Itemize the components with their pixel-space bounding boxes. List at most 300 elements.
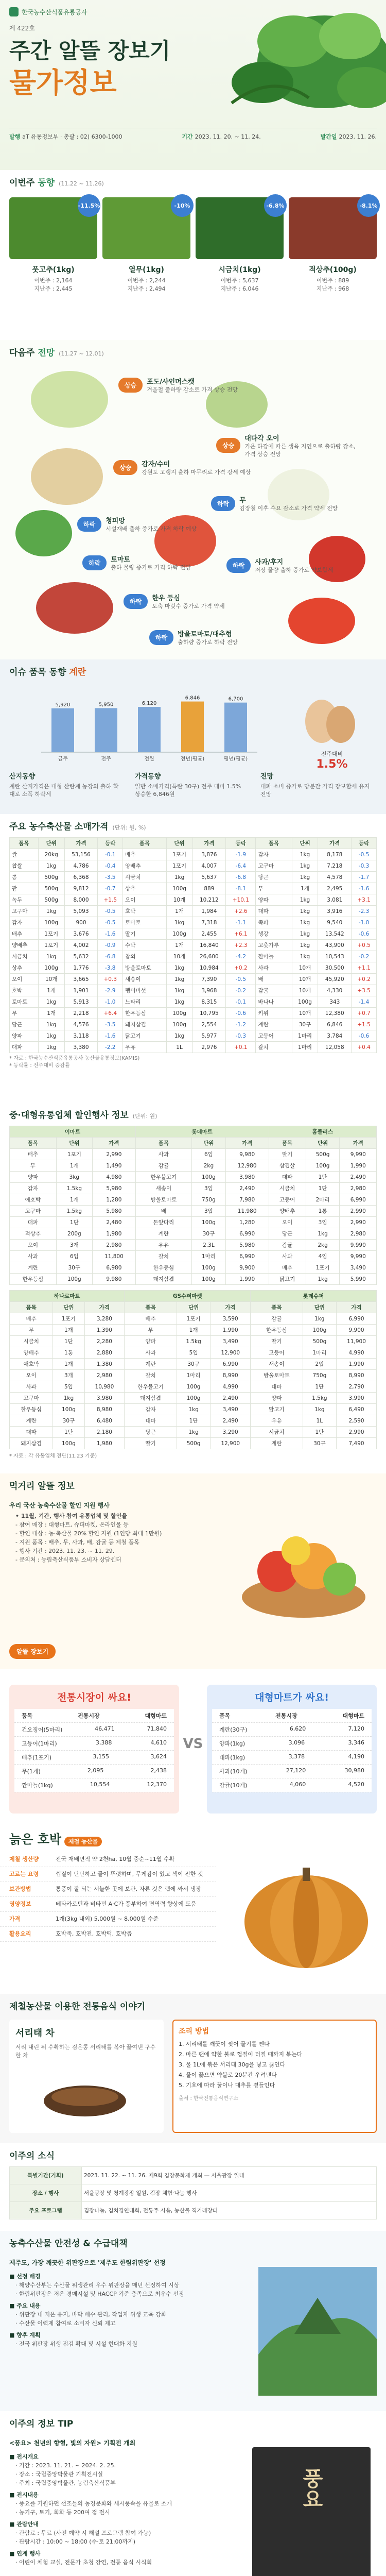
table-row	[10, 1240, 377, 1251]
table-cell: 키위	[256, 1008, 292, 1019]
table-cell: 750g	[303, 1370, 336, 1381]
table-cell: 토마토	[123, 917, 166, 928]
bar-0	[51, 708, 74, 752]
table-cell: 돼지삼겹	[10, 1438, 53, 1449]
table-cell: -0.9	[98, 940, 123, 951]
news-title: 이주의 소식	[9, 2151, 55, 2161]
table-cell: 10개	[292, 1008, 318, 1019]
info-row: 제철 생산량 전국 재배면적 약 2천ha, 10월 중순~11월 수확	[0, 1852, 216, 1867]
discount-table-a	[9, 1126, 377, 1285]
table-row	[10, 1347, 377, 1359]
forecast-direction: 상승	[216, 438, 240, 453]
column-header: 가격	[93, 1138, 136, 1149]
table-cell: 1kg	[306, 1228, 340, 1240]
table-cell: 애호박	[10, 1359, 53, 1370]
forecast-direction: 하락	[124, 594, 148, 609]
table-cell: 닭고기	[123, 1030, 166, 1042]
table-cell: 2,280	[84, 1336, 125, 1347]
table-cell: 양파	[256, 894, 292, 906]
table-cell: -0.2	[352, 951, 377, 962]
table-cell: 방울토마토	[251, 1370, 303, 1381]
table-row	[10, 1381, 377, 1393]
info-row: 활용요리 호박죽, 호박전, 호박떡, 호박즙	[0, 1927, 216, 1942]
table-cell: 수박	[123, 940, 166, 951]
table-cell: 12,380	[318, 1008, 352, 1019]
traditional-market-box: 전통시장이 싸요! 품목 전통시장 대형마트 건오징어(5마리) 46,471 71,840 고등어(1마리) 3,388 4,610 배추(1포기) 3,155 3,624 무(1개) 2,095 2,438 깐마늘(1kg) 10,554 12,370	[9, 1685, 179, 1814]
table-cell: 1kg	[166, 974, 192, 985]
table-cell: 무	[10, 1325, 53, 1336]
mart-box: 대형마트가 싸요! 품목 전통시장 대형마트 계란(30구) 6,620 7,120 양파(1kg) 3,096 3,346 대파(1kg) 3,378 4,190 사과(10개) 27,120 30,980 감귤(10개) 4,060 4,520	[207, 1685, 377, 1814]
table-cell: 녹두	[10, 894, 39, 906]
column-header: 등락	[98, 838, 123, 849]
table-cell: 3,916	[318, 906, 352, 917]
list-item: · 전국 위판장 위생 점검 확대 및 시설 현대화 지원	[15, 2341, 137, 2347]
table-cell: -0.4	[98, 860, 123, 872]
table-cell: 9,900	[337, 1325, 377, 1336]
table-cell: 20kg	[38, 849, 64, 860]
table-cell: 닭고기	[269, 1274, 306, 1285]
table-cell: 당근	[256, 872, 292, 883]
table-cell: +0.1	[226, 1042, 256, 1053]
compare-row: 사과(10개) 27,120 30,980	[212, 1765, 372, 1778]
table-cell: +0.5	[352, 940, 377, 951]
table-cell: 우유	[135, 1240, 191, 1251]
table-cell: 1kg	[166, 996, 192, 1008]
category-label: 전월	[144, 756, 154, 762]
table-cell: 당근	[269, 1228, 306, 1240]
table-cell: 대파	[10, 1427, 53, 1438]
info-row: 영양정보 베타카로틴과 비타민 A·C가 풍부하여 면역력 향상에 도움	[0, 1897, 216, 1912]
table-cell: 5,980	[93, 1183, 136, 1194]
table-cell: -1.2	[226, 1019, 256, 1030]
table-row	[10, 894, 377, 906]
table-cell: 방울토마토	[135, 1194, 191, 1206]
table-cell: 감자	[256, 849, 292, 860]
table-row	[10, 849, 377, 860]
table-row	[10, 872, 377, 883]
table-cell: 돈앞다리	[135, 1217, 191, 1228]
table-cell: 양파	[10, 1030, 39, 1042]
forecast-item: 하락 토마토 출하 물량 증가로 가격 하락 전망	[82, 554, 191, 571]
table-cell: 양배추	[269, 1206, 306, 1217]
table-cell: 1,980	[84, 1438, 125, 1449]
store-header: 이마트	[10, 1126, 136, 1138]
table-cell: 1,280	[93, 1194, 136, 1206]
data-label: 5,920	[55, 702, 71, 708]
table-cell: 3kg	[56, 1172, 92, 1183]
table-cell: +3.1	[352, 894, 377, 906]
table-cell: 호박	[10, 985, 39, 996]
store-header: 롯데슈퍼	[251, 1291, 377, 1302]
seasonal-produce-section	[0, 1824, 386, 1994]
table-cell: 고구마	[10, 1206, 57, 1217]
table-cell: -2.2	[98, 1042, 123, 1053]
exhibition-poster: 풍요	[252, 2447, 371, 2576]
column-header: 단위	[292, 838, 318, 849]
list-item: ■ 향후 계획	[9, 2332, 41, 2338]
table-row	[10, 906, 377, 917]
table-cell: 오이	[10, 1240, 57, 1251]
table-cell: 고춧가루	[256, 940, 292, 951]
table-cell: 새송이	[123, 974, 166, 985]
table-cell: 1,490	[93, 1160, 136, 1172]
data-label: 5,950	[98, 702, 114, 708]
table-cell: 2,990	[340, 1206, 377, 1217]
table-cell: 감귤	[256, 985, 292, 996]
table-cell: 900	[64, 917, 98, 928]
weekly-trend-section	[0, 170, 386, 340]
table-cell: 1kg	[292, 860, 318, 872]
column-header: 품목	[251, 1302, 303, 1313]
table-cell: -1.6	[98, 1030, 123, 1042]
table-cell: 889	[192, 883, 226, 894]
table-cell: 콩	[10, 872, 39, 883]
table-cell: 1개	[166, 940, 192, 951]
forecast-item: 하락 한우 등심 도축 마릿수 증가로 가격 약세	[124, 592, 225, 610]
table-cell: -1.6	[98, 928, 123, 940]
change-badge: -6.8%	[264, 194, 287, 217]
table-cell: 43,900	[318, 940, 352, 951]
table-cell: 팥	[10, 883, 39, 894]
table-cell: 1kg	[38, 951, 64, 962]
table-cell: 1개	[56, 1160, 92, 1172]
table-cell: 6,980	[93, 1262, 136, 1274]
table-cell: 10개	[166, 894, 192, 906]
table-cell: 오이	[10, 1370, 53, 1381]
table-cell: 26,600	[192, 951, 226, 962]
table-cell: 1kg	[38, 906, 64, 917]
table-cell: 1kg	[177, 1427, 210, 1438]
table-cell: 3,876	[192, 849, 226, 860]
table-cell: 1kg	[38, 1030, 64, 1042]
pepper-image	[15, 510, 72, 556]
pumpkin-image	[237, 1844, 376, 1978]
table-cell: 양파	[251, 1393, 303, 1404]
store-header: 하나로마트	[10, 1291, 125, 1302]
table-cell: 딸기	[123, 928, 166, 940]
table-cell: 양파	[10, 1172, 57, 1183]
item-image	[196, 197, 284, 259]
table-cell: 1,390	[84, 1325, 125, 1336]
table-cell: 1단	[53, 1427, 84, 1438]
compare-row: 대파(1kg) 3,378 4,190	[212, 1751, 372, 1765]
table-cell: +10.1	[226, 894, 256, 906]
item-name: 적상추(100g)	[309, 266, 357, 274]
table-cell: 3,081	[318, 894, 352, 906]
table-cell: 1포기	[177, 1313, 210, 1325]
table-row	[10, 1228, 377, 1240]
table-cell: 2,490	[210, 1393, 251, 1404]
food-tag: 알뜰 장보기	[9, 1644, 56, 1659]
table-cell: 고구마	[10, 1393, 53, 1404]
food-title: 먹거리 알뜰 정보	[9, 1481, 75, 1492]
produce-basket-image	[237, 1510, 371, 1623]
table-cell: 상추	[10, 962, 39, 974]
table-cell: +6.1	[226, 928, 256, 940]
table-cell: 2,495	[318, 883, 352, 894]
table-cell: 1단	[303, 1427, 336, 1438]
compare-row: 깐마늘(1kg) 10,554 12,370	[14, 1778, 174, 1792]
table-cell: 고등어	[269, 1194, 306, 1206]
table-cell: 5,632	[64, 951, 98, 962]
table-cell: -0.2	[226, 985, 256, 996]
table-cell: 배추	[10, 928, 39, 940]
forecast-direction: 하락	[226, 558, 251, 573]
table-cell: 100g	[177, 1381, 210, 1393]
safety-headline: 제주도, 가장 깨끗한 위판장으로 '제주도 한림위판장' 선정	[9, 2259, 166, 2266]
table-cell: 11,900	[337, 1336, 377, 1347]
table-cell: 100g	[166, 928, 192, 940]
item-image	[9, 197, 100, 259]
table-cell: 고등어	[251, 1347, 303, 1359]
retail-price-table	[9, 837, 377, 1053]
table-cell: 배추	[10, 1313, 53, 1325]
table-cell: 6,480	[84, 1415, 125, 1427]
egg-image	[299, 690, 360, 747]
table-cell: 상추	[123, 883, 166, 894]
table-cell: 7,390	[192, 974, 226, 985]
table-cell: 적상추	[10, 1228, 57, 1240]
compare-row: 건오징어(5마리) 46,471 71,840	[14, 1723, 174, 1737]
table-cell: -1.6	[352, 883, 377, 894]
grape-image	[31, 371, 108, 428]
table-cell: -0.1	[98, 849, 123, 860]
table-cell: 6입	[192, 1149, 226, 1160]
table-cell: 1kg	[292, 928, 318, 940]
table-cell: 쪽파	[256, 917, 292, 928]
table-cell: 사과	[256, 962, 292, 974]
table-cell: -2.3	[352, 906, 377, 917]
table-cell: +0.2	[226, 962, 256, 974]
forecast-direction: 상승	[113, 460, 137, 475]
table-cell: 1.5kg	[56, 1183, 92, 1194]
change-badge: -10%	[171, 194, 194, 217]
table-row	[10, 962, 377, 974]
table-row	[10, 1194, 377, 1206]
table-cell: 바나나	[256, 996, 292, 1008]
table-cell: 2,490	[210, 1415, 251, 1427]
table-cell: 갈치	[135, 1251, 191, 1262]
table-cell: 1kg	[306, 1274, 340, 1285]
table-row	[10, 883, 377, 894]
store-header: GS수퍼마켓	[125, 1291, 251, 1302]
table-cell: 1kg	[292, 951, 318, 962]
table-cell: 3,665	[64, 974, 98, 985]
table-cell: 12,900	[210, 1347, 251, 1359]
table-cell: 1개	[166, 906, 192, 917]
issue-number: 제 422호	[9, 25, 35, 32]
table-row	[10, 974, 377, 985]
table-cell: -0.6	[352, 928, 377, 940]
table-cell: 6,990	[337, 1313, 377, 1325]
table-cell: 9,990	[340, 1149, 377, 1160]
table-cell: 한우등심	[10, 1274, 57, 1285]
list-item: ■ 전시개요	[9, 2453, 39, 2460]
table-cell: 100g	[192, 1172, 226, 1183]
list-item: ■ 선정 배경	[9, 2273, 41, 2280]
column-header: 등락	[226, 838, 256, 849]
compare-row: 감귤(10개) 4,060 4,520	[212, 1778, 372, 1792]
list-item: · 해양수산부는 수산물 위생관리 우수 위판장을 매년 선정하여 시상	[15, 2282, 180, 2289]
table-cell: +0.4	[352, 1042, 377, 1053]
item-image	[102, 197, 190, 259]
table-cell: 1개	[292, 883, 318, 894]
table-cell: 1,990	[340, 1160, 377, 1172]
table-cell: 감귤	[269, 1240, 306, 1251]
table-row	[10, 1370, 377, 1381]
list-item: · 관람료 : 무료 (사전 예약 시 해설 프로그램 참여 가능)	[15, 2530, 151, 2536]
list-item: · 어린이 체험 교실, 전문가 초청 강연, 전통 음식 시식회	[15, 2559, 152, 2566]
table-cell: 깐마늘	[256, 951, 292, 962]
table-cell: 3,290	[210, 1427, 251, 1438]
header-vegetables-image	[170, 0, 386, 118]
table-cell: 양배추	[10, 1347, 53, 1359]
table-cell: 한우등심	[251, 1325, 303, 1336]
table-cell: 3,380	[64, 1042, 98, 1053]
data-label: 6,120	[142, 701, 157, 707]
table-row	[10, 1206, 377, 1217]
table-cell: 3,590	[210, 1313, 251, 1325]
table-cell: 계란	[251, 1438, 303, 1449]
table-cell: 1kg	[166, 985, 192, 996]
table-cell: 100g	[53, 1438, 84, 1449]
table-cell: 무	[256, 883, 292, 894]
table-cell: 1단	[56, 1217, 92, 1228]
table-cell: 8,000	[64, 894, 98, 906]
table-cell: 2.3L	[192, 1240, 226, 1251]
table-cell: 사과	[10, 1251, 57, 1262]
table-cell: 3입	[306, 1217, 340, 1228]
table-cell: 10,795	[192, 1008, 226, 1019]
table-cell: 1kg	[303, 1313, 336, 1325]
column-header: 가격	[225, 1138, 269, 1149]
table-cell: 200g	[56, 1228, 92, 1240]
table-cell: 양파	[125, 1336, 177, 1347]
table-cell: 9,980	[225, 1149, 269, 1160]
table-cell: 30구	[303, 1438, 336, 1449]
compare-row: 고등어(1마리) 3,388 4,610	[14, 1737, 174, 1751]
table-cell: 새송이	[135, 1183, 191, 1194]
table-cell: 돼지삼겹	[125, 1393, 177, 1404]
table-cell: 삼겹살	[269, 1160, 306, 1172]
table-cell: +1.1	[352, 962, 377, 974]
table-cell: 9,990	[340, 1240, 377, 1251]
table-cell: 팽이버섯	[123, 985, 166, 996]
table-cell: 12,058	[318, 1042, 352, 1053]
table-cell: 1kg	[177, 1404, 210, 1415]
table-cell: 감귤	[135, 1160, 191, 1172]
header-meta: 발행 aT 유통정보부 · 총괄 : 02) 6300-1000 기간 2023. 11. 20. ~ 11. 24. 발간일 2023. 11. 26.	[9, 128, 377, 141]
table-cell: 343	[318, 996, 352, 1008]
table-cell: 2마리	[306, 1194, 340, 1206]
weekly-cards	[0, 193, 386, 297]
category-label: 전년(평균)	[180, 756, 205, 762]
table-row	[10, 1404, 377, 1415]
table-cell: 3,676	[64, 928, 98, 940]
table-cell: 5입	[53, 1381, 84, 1393]
table-cell: 1,280	[225, 1217, 269, 1228]
table-cell: 양배추	[10, 940, 39, 951]
egg-price-chart	[31, 685, 268, 768]
table-cell: 3입	[192, 1183, 226, 1194]
table-cell: 1kg	[292, 940, 318, 951]
table-cell: 1개	[56, 1194, 92, 1206]
table-cell: -0.1	[226, 996, 256, 1008]
table-cell: -4.2	[226, 951, 256, 962]
table-cell: 오이	[269, 1217, 306, 1228]
forecast-item: 하락 사과/후지 저장 물량 출하 증가로 약보합세	[226, 556, 333, 574]
table-cell: -3.8	[98, 962, 123, 974]
table-cell: 시금치	[10, 1336, 53, 1347]
table-cell: 1kg	[53, 1393, 84, 1404]
column-header: 단위	[53, 1302, 84, 1313]
safety-title: 농축수산물 안전성 & 수급대책	[9, 2239, 128, 2249]
table-cell: 8,990	[210, 1370, 251, 1381]
list-item: · 위판장 내 저온 유지, 바닥 배수 관리, 작업자 위생 교육 강화	[15, 2311, 167, 2318]
category-label: 전주	[101, 756, 111, 762]
weekly-card: -8.1% 적상추(100g) 이번주 : 889 지난주 : 968	[289, 197, 377, 293]
table-cell: 돼지삼겹	[123, 1019, 166, 1030]
table-cell: 1,990	[337, 1359, 377, 1370]
table-cell: 100g	[177, 1393, 210, 1404]
info-row: 보관방법 통풍이 잘 되는 서늘한 곳에 보관, 자른 것은 랩에 싸서 냉장	[0, 1882, 216, 1897]
vs-label: VS	[183, 1736, 203, 1752]
list-item: · 관람시간 : 10:00 ~ 18:00 (수·토 21:00까지)	[15, 2538, 136, 2545]
table-row	[10, 1415, 377, 1427]
column-header: 품목	[125, 1302, 177, 1313]
table-cell: 2,554	[192, 1019, 226, 1030]
table-cell: 대파	[269, 1172, 306, 1183]
column-header: 단위	[56, 1138, 92, 1149]
table-cell: 3,990	[337, 1393, 377, 1404]
table-cell: 1kg	[166, 962, 192, 974]
table-cell: 5,980	[93, 1206, 136, 1217]
table-cell: -1.0	[352, 917, 377, 928]
table-cell: 우유	[123, 1042, 166, 1053]
recipe-card: 서리태 차 서리 내린 뒤 수확하는 검은콩 서리태를 볶아 끓여낸 구수한 차	[9, 2020, 164, 2133]
category-label: 금주	[58, 756, 68, 762]
issue-title: 이슈 품목 동향 계란	[9, 667, 86, 677]
table-row	[10, 1008, 377, 1019]
table-cell: 대파	[10, 1217, 57, 1228]
table-cell: 한우등심	[123, 1008, 166, 1019]
table-cell: -6.8	[98, 951, 123, 962]
compare-row: 무(1개) 2,095 2,438	[14, 1765, 174, 1778]
table-row	[10, 917, 377, 928]
table-cell: 9,980	[93, 1274, 136, 1285]
table-cell: 11,980	[225, 1206, 269, 1217]
table-row	[10, 1438, 377, 1449]
table-cell: 찹쌀	[10, 860, 39, 872]
table-row: 장소 / 행사 서울광장 및 청계광장 일원, 김장 체험·나눔 행사	[10, 2184, 377, 2202]
table-cell: 1,380	[84, 1359, 125, 1370]
table-cell: -3.5	[98, 1019, 123, 1030]
table-cell: -1.4	[352, 996, 377, 1008]
table-cell: 2,980	[84, 1370, 125, 1381]
table-cell: 1kg	[292, 849, 318, 860]
table-cell: 500g	[38, 894, 64, 906]
table-cell: 방울토마토	[123, 962, 166, 974]
market-compare-section	[0, 1669, 386, 1824]
forecast-item: 상승 감자/수미 강원도 고랭지 출하 마무리로 가격 강세 예상	[113, 459, 251, 476]
table-row	[10, 1313, 377, 1325]
table-cell: 우유	[251, 1415, 303, 1427]
table-cell: 30구	[53, 1415, 84, 1427]
table-cell: 참외	[123, 951, 166, 962]
table-cell: 3,980	[84, 1393, 125, 1404]
table-cell: 100g	[38, 962, 64, 974]
compare-row: 계란(30구) 6,620 7,120	[212, 1723, 372, 1737]
